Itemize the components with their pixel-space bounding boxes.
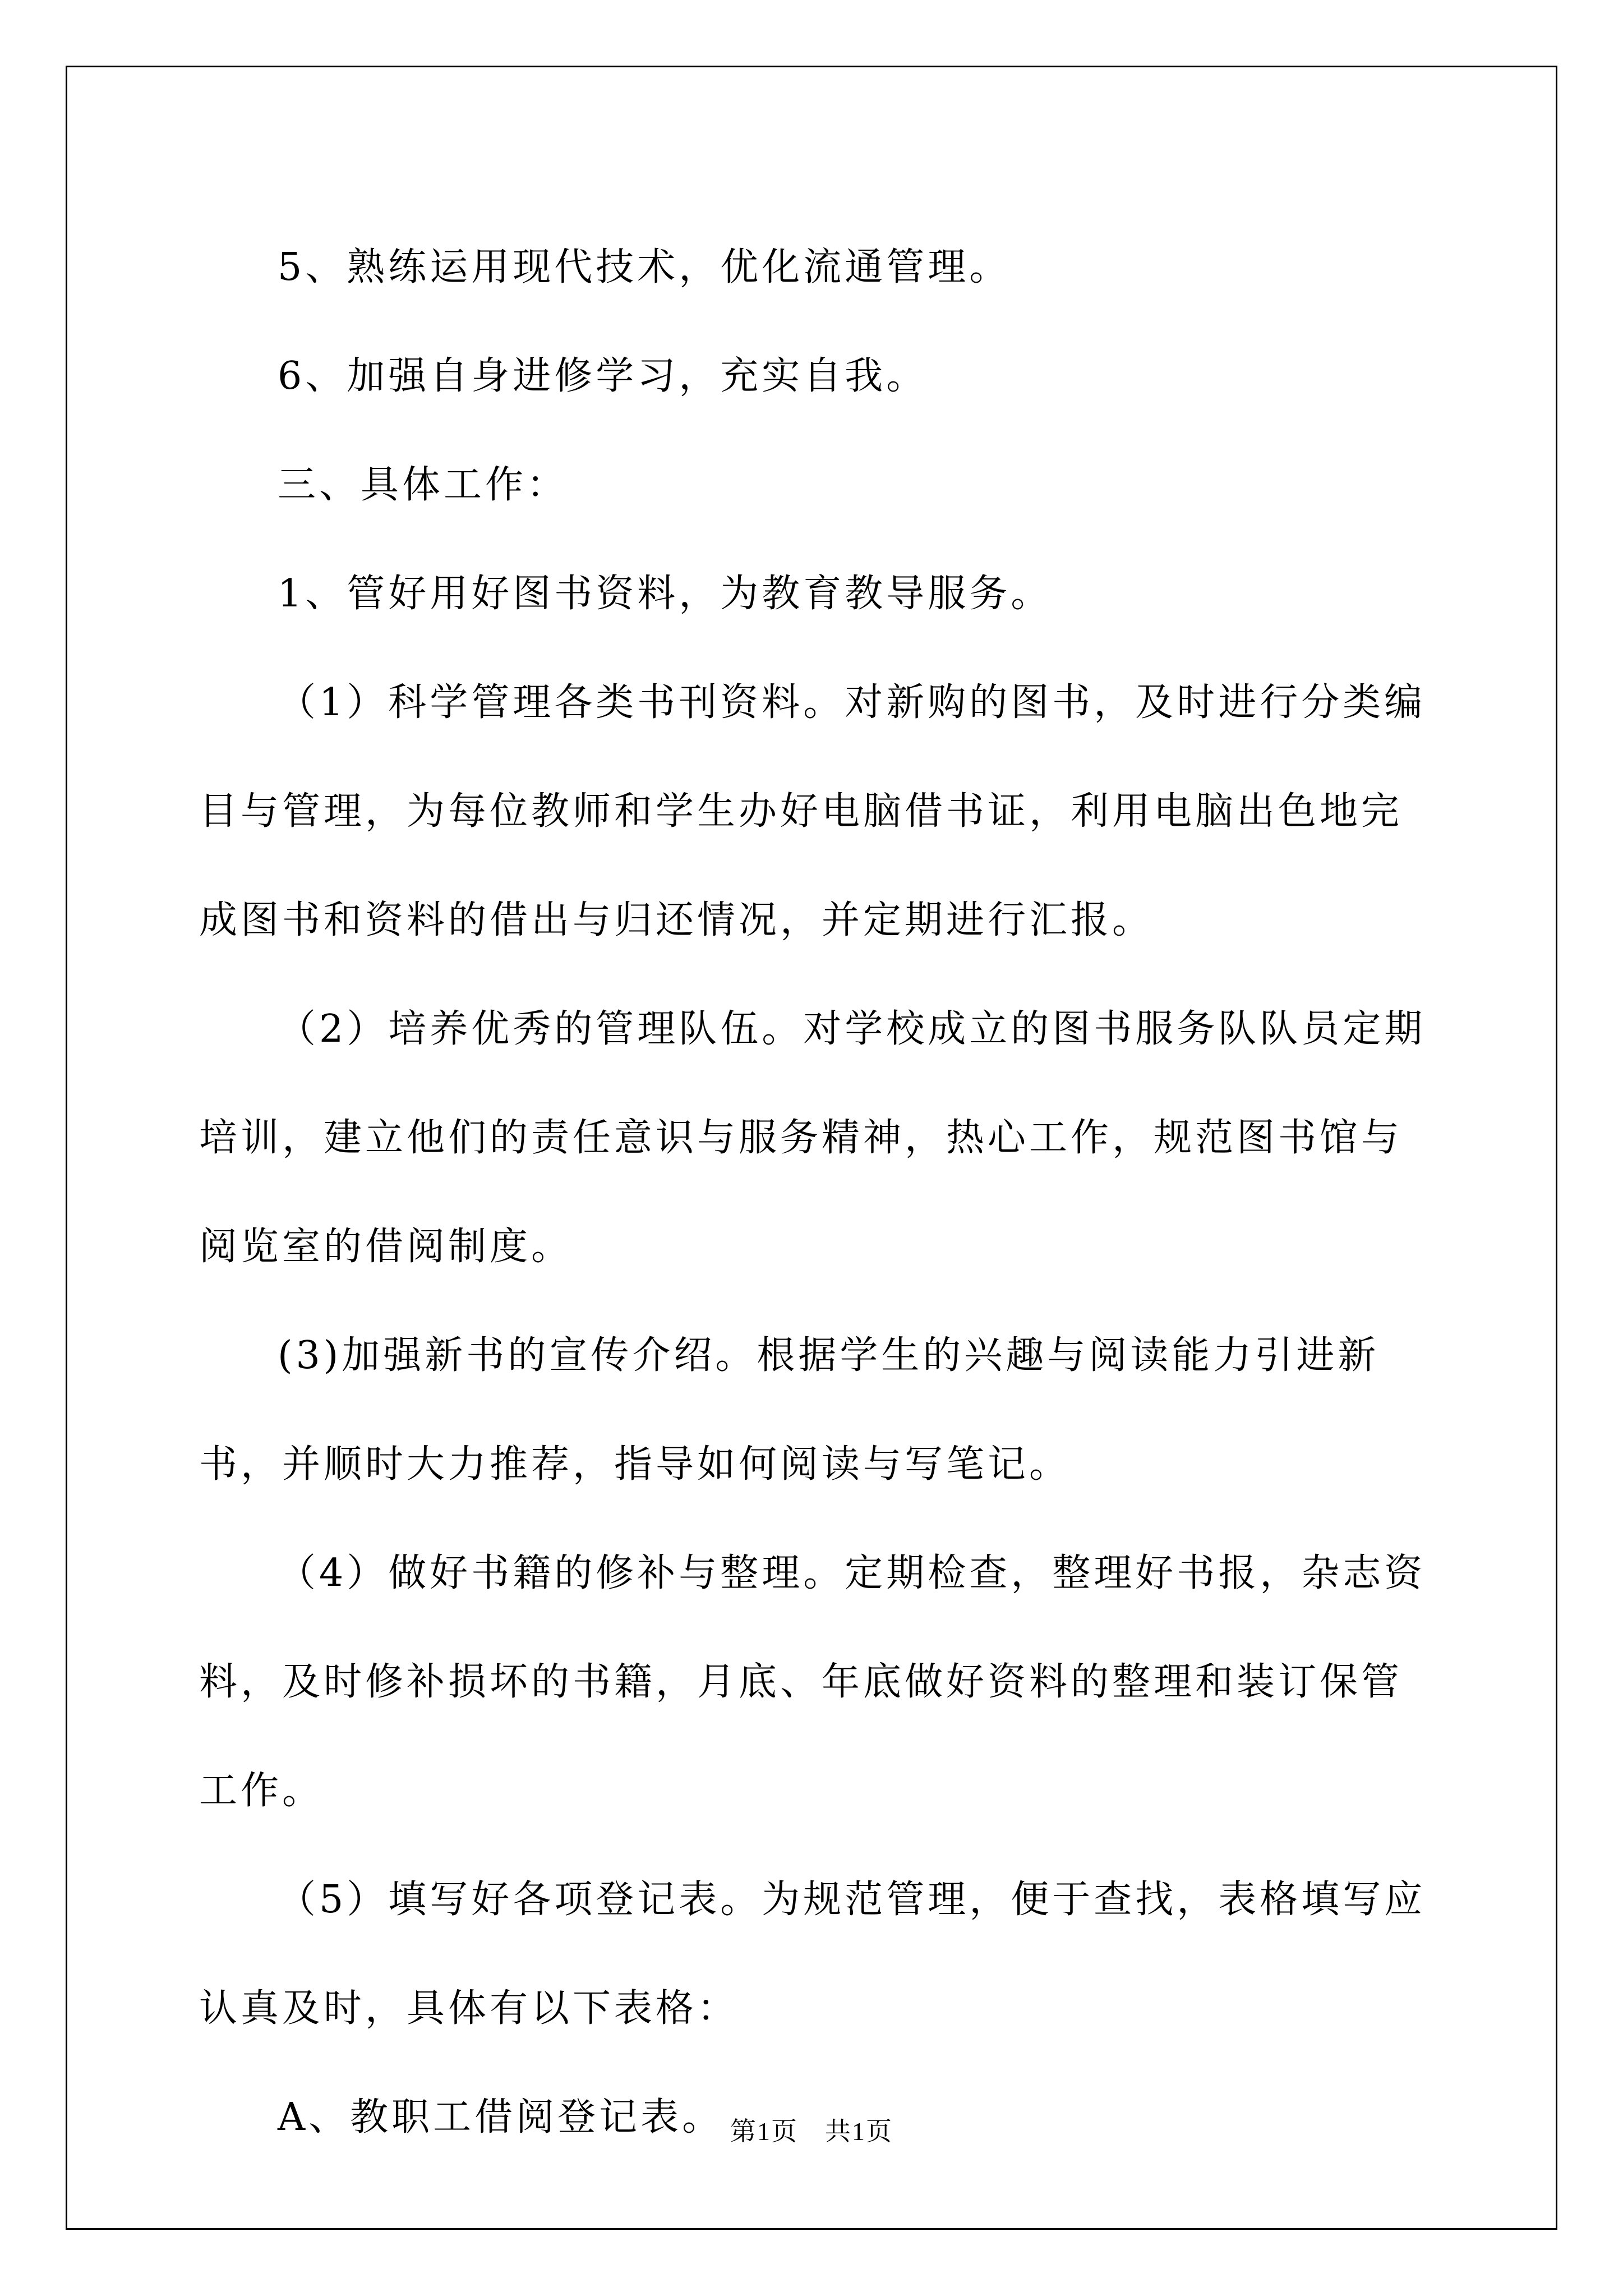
paragraph-sub-3: (3)加强新书的宣传介绍。根据学生的兴趣与阅读能力引进新书，并顺时大力推荐，指导如何阅读与写笔记。	[199, 1333, 1380, 1487]
paragraph-item-6: 6、加强自身进修学习，充实自我。	[278, 354, 928, 398]
paragraph-sub-2: （2）培养优秀的管理队伍。对学校成立的图书服务队队员定期培训，建立他们的责任意识与服务精神，热心工作，规范图书馆与阅览室的借阅制度。	[199, 1007, 1426, 1269]
document-body	[199, 213, 1427, 2172]
paragraph-sub-5: （5）填写好各项登记表。为规范管理，便于查找，表格填写应认真及时，具体有以下表格：	[199, 1878, 1426, 2031]
paragraph-sub-1: （1）科学管理各类书刊资料。对新购的图书，及时进行分类编目与管理，为每位教师和学生办好电脑借书证，利用电脑出色地完成图书和资料的借出与归还情况，并定期进行汇报。	[199, 680, 1426, 942]
section-heading-specific-work: 三、具体工作：	[278, 463, 569, 507]
paragraph-sub-4: （4）做好书籍的修补与整理。定期检查，整理好书报，杂志资料，及时修补损坏的书籍，月底、年底做好资料的整理和装订保管工作。	[199, 1551, 1426, 1813]
paragraph-item-1: 1、管好用好图书资料，为教育教导服务。	[278, 572, 1053, 616]
page-number-footer: 第1页 共1页	[730, 2117, 893, 2146]
paragraph-item-5: 5、熟练运用现代技术，优化流通管理。	[278, 245, 1011, 289]
paragraph-form-a: A、教职工借阅登记表。	[278, 2095, 724, 2139]
